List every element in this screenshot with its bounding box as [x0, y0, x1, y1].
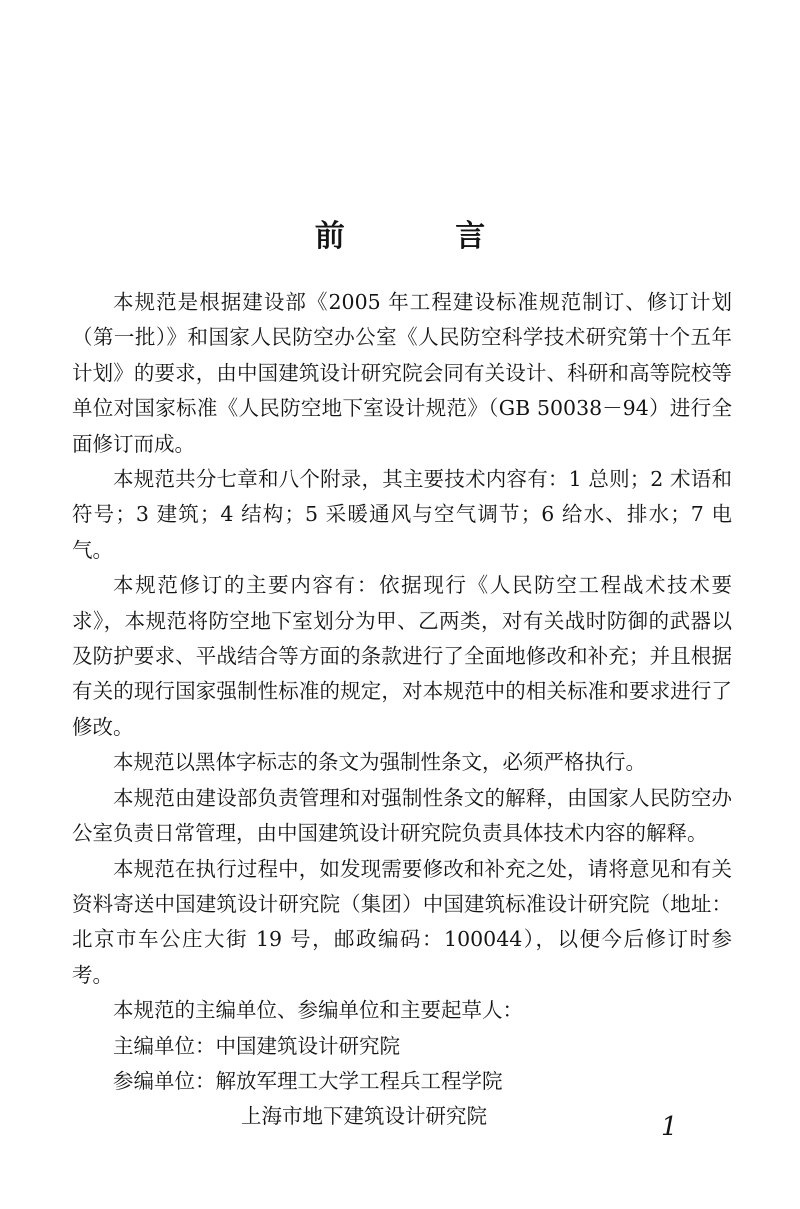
chief-editor-unit: 主编单位：中国建筑设计研究院 — [113, 1033, 400, 1058]
paragraph-mandatory: 本规范以黑体字标志的条文为强制性条文，必须严格执行。 — [113, 750, 646, 775]
participant-unit: 参编单位：解放军理工大学工程兵工程学院 — [113, 1068, 503, 1093]
preface-body — [72, 285, 732, 1135]
page-number: 1 — [661, 1112, 678, 1142]
participant-unit-continued: 上海市地下建筑设计研究院 — [241, 1104, 487, 1129]
paragraph-units-intro: 本规范的主编单位、参编单位和主要起草人： — [113, 998, 523, 1023]
paragraph-revision-basis: 本规范是根据建设部《2005 年工程建设标准规范制订、修订计划（第一批）》和国家人民防空办公室《人民防空科学技术研究第十个五年计划》的要求，由中国建筑设计研究院会同有关设计、科研和高等院校等单位对国家标准《人民防空地下室设计规范》（GB 50038－94）进行全面修订而成。 — [72, 290, 732, 456]
paragraph-contents: 本规范共分七章和八个附录，其主要技术内容有：1 总则；2 术语和符号；3 建筑；4 结构；5 采暖通风与空气调节；6 给水、排水；7 电气。 — [72, 467, 732, 562]
paragraph-feedback: 本规范在执行过程中，如发现需要修改和补充之处，请将意见和有关资料寄送中国建筑设计研究院（集团）中国建筑标准设计研究院（地址：北京市车公庄大街 19 号，邮政编码：100044），以便今后修订时参考。 — [72, 856, 732, 987]
paragraph-management: 本规范由建设部负责管理和对强制性条文的解释，由国家人民防空办公室负责日常管理，由中国建筑设计研究院负责具体技术内容的解释。 — [72, 785, 732, 846]
page-title: 前 言 — [314, 219, 536, 254]
paragraph-revision-content: 本规范修订的主要内容有：依据现行《人民防空工程战术技术要求》，本规范将防空地下室划分为甲、乙两类，对有关战时防御的武器以及防护要求、平战结合等方面的条款进行了全面地修改和补充；并且根据有关的现行国家强制性标准的规定，对本规范中的相关标准和要求进行了修改。 — [72, 573, 732, 739]
